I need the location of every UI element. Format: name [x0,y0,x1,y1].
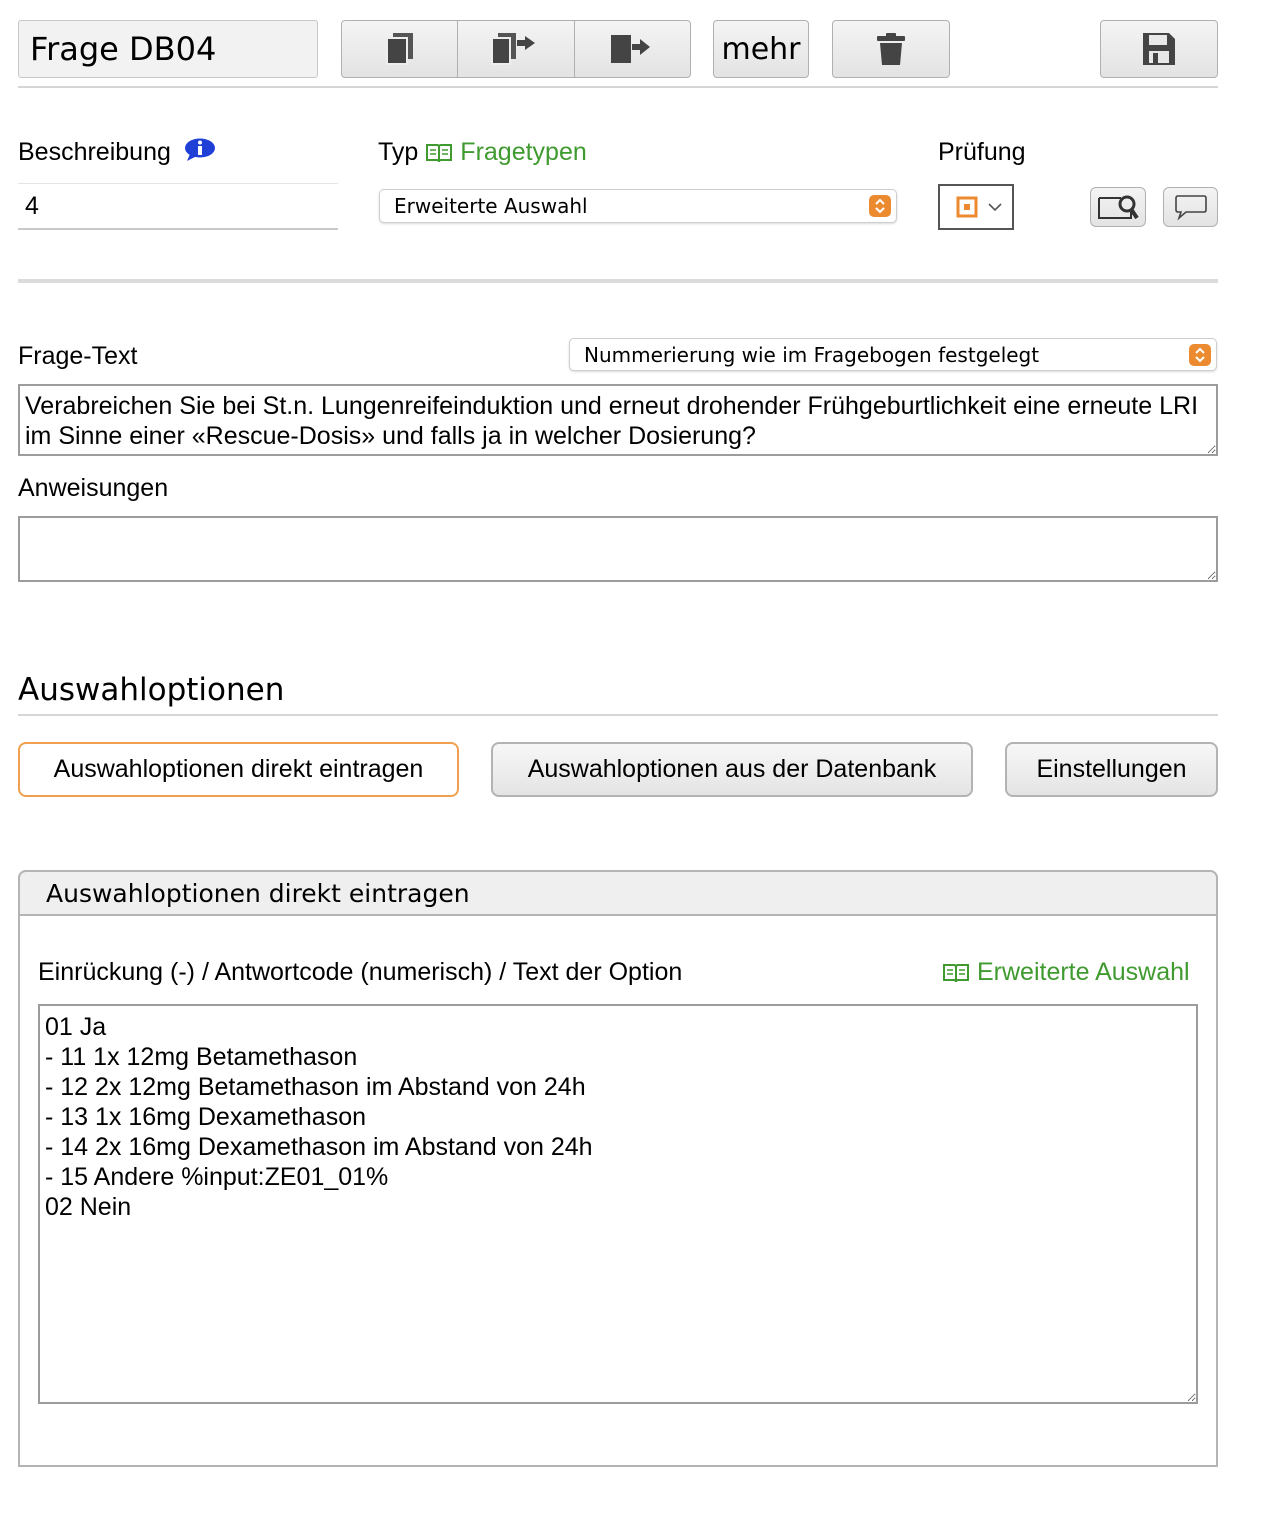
erweiterte-auswahl-link[interactable]: Erweiterte Auswahl [977,958,1190,986]
numbering-select-value: Nummerierung wie im Fragebogen festgelegt [584,342,1040,367]
copy-button-group [341,20,691,78]
question-title-field[interactable]: Frage DB04 [18,20,318,78]
auswahloptionen-divider [18,714,1218,716]
typ-label: Typ [378,138,419,166]
frage-text-label: Frage-Text [18,342,138,370]
anweisungen-textarea[interactable] [18,516,1218,582]
numbering-select[interactable] [569,338,1217,371]
aus-datenbank-button[interactable]: Auswahloptionen aus der Datenbank [491,742,973,797]
copy-move-icon [491,32,541,66]
beschreibung-label-text: Beschreibung [18,138,171,166]
direkt-eintragen-button[interactable]: Auswahloptionen direkt eintragen [18,742,459,797]
book-icon [426,143,452,163]
typ-select[interactable] [379,189,897,223]
preview-button[interactable] [1090,187,1146,227]
delete-button[interactable] [832,20,950,78]
options-panel-title: Auswahloptionen direkt eintragen [18,870,1218,916]
copy-move-button[interactable] [458,21,574,77]
info-icon[interactable] [184,138,216,162]
einstellungen-button[interactable]: Einstellungen [1005,742,1218,797]
fragetypen-link[interactable]: Fragetypen [460,138,587,166]
typ-label-row [378,138,587,167]
beschreibung-input[interactable]: 4 [18,183,338,230]
pruefung-dropdown[interactable] [938,184,1014,230]
typ-select-value: Erweiterte Auswahl [394,194,588,218]
toolbar-divider [18,86,1218,88]
comment-icon [1174,193,1208,221]
frage-text-textarea[interactable] [18,384,1218,456]
preview-magnifier-icon [1097,192,1139,222]
options-column-hint: Einrückung (-) / Antwortcode (numerisch) / Text der Option [38,958,683,986]
check-square-icon [956,196,978,218]
copy-button[interactable] [342,21,458,77]
copy-icon [384,32,416,66]
pruefung-label: Prüfung [938,138,1026,166]
book-icon [943,963,969,983]
trash-icon [876,32,906,66]
section-divider [18,279,1218,283]
select-arrow-icon [1189,344,1211,366]
anweisungen-label: Anweisungen [18,474,169,502]
help-link-row [943,958,1190,987]
more-button[interactable]: mehr [713,20,809,78]
save-button[interactable] [1100,20,1218,78]
beschreibung-label [18,138,171,167]
move-icon [610,32,654,66]
select-arrow-icon [869,195,891,217]
options-textarea[interactable] [38,1004,1198,1404]
auswahloptionen-heading: Auswahloptionen [18,672,285,708]
move-button[interactable] [575,21,690,77]
comment-button[interactable] [1163,187,1218,227]
chevron-down-icon [988,202,1002,212]
save-icon [1142,32,1176,66]
